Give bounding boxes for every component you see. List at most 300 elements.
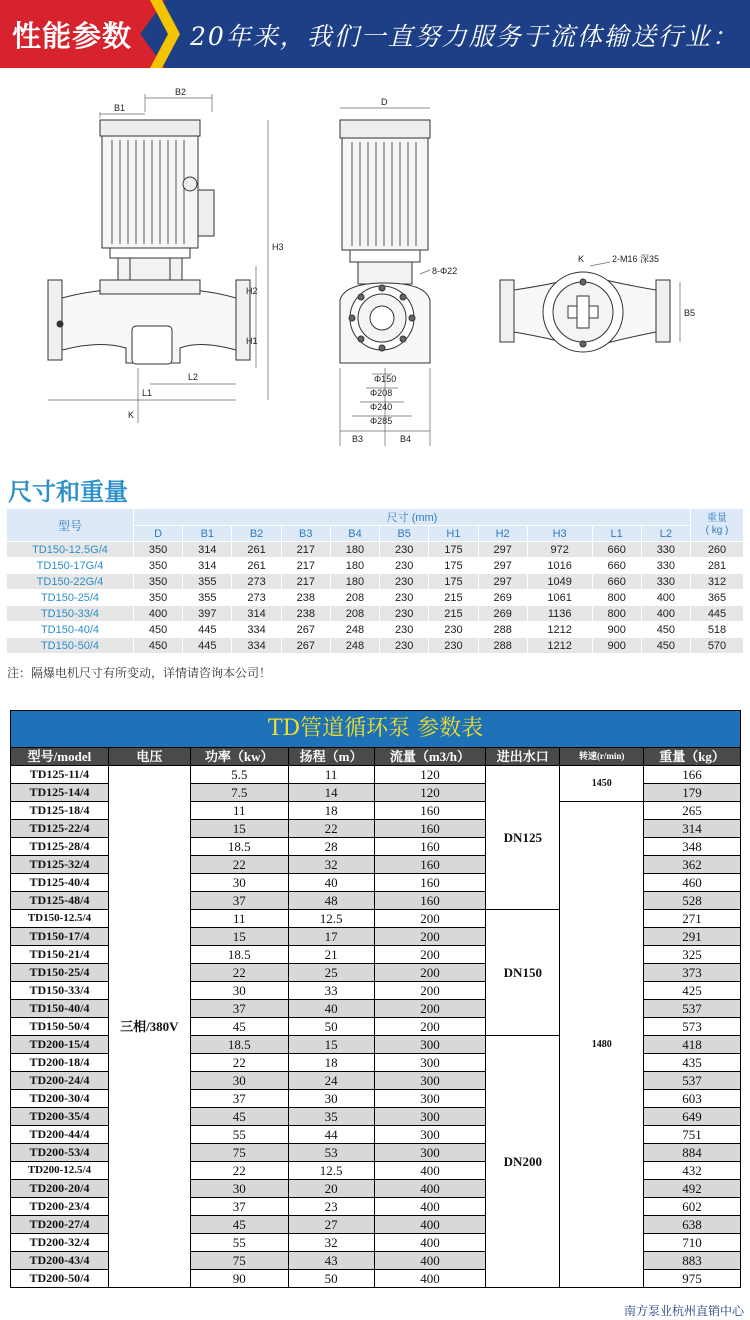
dims-weight-cell: 260 [691,542,744,558]
dims-weight-unit: ( kg ) [705,525,729,536]
param-power-cell: 22 [190,1054,288,1072]
param-model-cell: TD125-40/4 [11,874,109,892]
dims-model-cell: TD150-17G/4 [7,558,134,574]
param-weight-cell: 638 [644,1216,741,1234]
param-flow-cell: 200 [374,946,486,964]
param-flow-cell: 300 [374,1036,486,1054]
dims-value-cell: 230 [380,558,429,574]
param-weight-cell: 883 [644,1252,741,1270]
param-head-cell: 25 [288,964,374,982]
dims-weight-cell: 518 [691,622,744,638]
dims-model-cell: TD150-12.5G/4 [7,542,134,558]
param-port-cell: DN200 [486,1036,560,1288]
param-flow-cell: 200 [374,982,486,1000]
param-power-cell: 18.5 [190,838,288,856]
param-model-cell: TD150-50/4 [11,1018,109,1036]
dims-value-cell: 230 [429,622,478,638]
param-header-speed: 转速(r/min) [560,748,644,766]
label-d: D [381,97,388,107]
dimensions-table [6,508,744,654]
param-model-cell: TD150-17/4 [11,928,109,946]
param-header-row [11,748,741,766]
label-k-top: K [578,254,585,264]
banner-slogan: 20年来，我们一直努力服务于流体输送行业： [190,22,739,51]
dims-col-header: L1 [592,526,641,542]
param-model-cell: TD125-18/4 [11,802,109,820]
dims-value-cell: 334 [232,638,281,654]
dims-value-cell: 450 [641,622,690,638]
dims-value-cell: 208 [330,590,379,606]
dims-value-cell: 230 [380,542,429,558]
param-weight-cell: 528 [644,892,741,910]
dims-model-cell: TD150-50/4 [7,638,134,654]
param-power-cell: 45 [190,1216,288,1234]
param-model-cell: TD200-30/4 [11,1090,109,1108]
dims-col-header: B3 [281,526,330,542]
dims-model-cell: TD150-25/4 [7,590,134,606]
param-weight-cell: 603 [644,1090,741,1108]
param-weight-cell: 373 [644,964,741,982]
param-power-cell: 22 [190,1162,288,1180]
dims-value-cell: 660 [592,574,641,590]
param-weight-cell: 602 [644,1198,741,1216]
param-header-weight: 重量（kg） [644,748,741,766]
param-power-cell: 15 [190,928,288,946]
param-weight-cell: 432 [644,1162,741,1180]
param-model-cell: TD200-20/4 [11,1180,109,1198]
dims-value-cell: 355 [183,574,232,590]
param-power-cell: 30 [190,982,288,1000]
param-speed-cell: 1450 [560,766,644,802]
side-view-drawing [340,120,430,363]
dims-value-cell: 217 [281,558,330,574]
param-model-cell: TD125-48/4 [11,892,109,910]
param-power-cell: 45 [190,1018,288,1036]
dims-value-cell: 330 [641,558,690,574]
dims-value-cell: 273 [232,590,281,606]
param-power-cell: 18.5 [190,1036,288,1054]
dims-value-cell: 175 [429,558,478,574]
param-model-cell: TD200-32/4 [11,1234,109,1252]
param-model-cell: TD200-53/4 [11,1144,109,1162]
param-head-cell: 30 [288,1090,374,1108]
param-voltage-cell: 三相/380V [108,766,190,1288]
dims-value-cell: 297 [478,558,527,574]
dims-value-cell: 208 [330,606,379,622]
dims-value-cell: 350 [134,542,183,558]
dims-value-cell: 269 [478,590,527,606]
dims-value-cell: 445 [183,638,232,654]
param-power-cell: 37 [190,892,288,910]
label-d208: Φ208 [370,388,393,398]
param-power-cell: 55 [190,1126,288,1144]
dims-value-cell: 297 [478,574,527,590]
param-flow-cell: 300 [374,1144,486,1162]
label-h3: H3 [272,242,284,252]
param-weight-cell: 537 [644,1072,741,1090]
param-flow-cell: 160 [374,874,486,892]
dims-col-header: B4 [330,526,379,542]
param-head-cell: 32 [288,856,374,874]
param-header-power: 功率（kw） [190,748,288,766]
param-header-port: 进出水口 [486,748,560,766]
dims-row [7,606,744,622]
pump-drawings [0,78,750,458]
param-model-cell: TD200-43/4 [11,1252,109,1270]
label-b1: B1 [114,103,126,113]
param-model-cell: TD200-15/4 [11,1036,109,1054]
param-model-cell: TD200-35/4 [11,1108,109,1126]
param-power-cell: 37 [190,1198,288,1216]
dims-value-cell: 230 [429,638,478,654]
dims-value-cell: 400 [134,606,183,622]
param-power-cell: 45 [190,1108,288,1126]
dims-value-cell: 175 [429,574,478,590]
dims-value-cell: 972 [527,542,592,558]
label-b2: B2 [175,87,187,97]
dims-col-header: H1 [429,526,478,542]
label-thread: 2-M16 深35 [612,254,660,264]
dims-value-cell: 450 [134,622,183,638]
param-weight-cell: 537 [644,1000,741,1018]
dims-row [7,558,744,574]
param-head-cell: 48 [288,892,374,910]
param-head-cell: 44 [288,1126,374,1144]
dims-weight-cell: 365 [691,590,744,606]
param-flow-cell: 300 [374,1108,486,1126]
param-head-cell: 15 [288,1036,374,1054]
dims-row [7,638,744,654]
param-flow-cell: 400 [374,1234,486,1252]
label-d240: Φ240 [370,402,393,412]
dims-value-cell: 230 [380,574,429,590]
top-view-drawing [500,272,670,352]
param-head-cell: 33 [288,982,374,1000]
param-weight-cell: 649 [644,1108,741,1126]
dims-value-cell: 248 [330,638,379,654]
param-head-cell: 20 [288,1180,374,1198]
param-flow-cell: 400 [374,1216,486,1234]
dims-value-cell: 314 [183,542,232,558]
param-power-cell: 22 [190,856,288,874]
dims-value-cell: 215 [429,606,478,622]
dims-value-cell: 267 [281,638,330,654]
param-flow-cell: 160 [374,820,486,838]
param-power-cell: 30 [190,1072,288,1090]
dims-value-cell: 334 [232,622,281,638]
param-model-cell: TD200-44/4 [11,1126,109,1144]
dims-size-header: 尺寸 (mm) [134,509,691,526]
param-head-cell: 18 [288,802,374,820]
dims-value-cell: 230 [380,590,429,606]
param-head-cell: 28 [288,838,374,856]
param-model-cell: TD200-27/4 [11,1216,109,1234]
label-d285: Φ285 [370,416,393,426]
dims-model-cell: TD150-33/4 [7,606,134,622]
dims-col-header: H3 [527,526,592,542]
param-model-cell: TD125-28/4 [11,838,109,856]
param-model-cell: TD200-18/4 [11,1054,109,1072]
param-head-cell: 24 [288,1072,374,1090]
dims-value-cell: 397 [183,606,232,622]
dims-value-cell: 900 [592,638,641,654]
param-model-cell: TD150-12.5/4 [11,910,109,928]
dims-value-cell: 400 [641,606,690,622]
param-flow-cell: 300 [374,1126,486,1144]
param-flow-cell: 160 [374,802,486,820]
param-flow-cell: 300 [374,1054,486,1072]
footer-company: 南方泵业杭州直销中心 [623,1304,744,1318]
dims-weight-cell: 281 [691,558,744,574]
front-view-drawing [48,120,250,364]
param-model-cell: TD150-40/4 [11,1000,109,1018]
param-header-head: 扬程（m） [288,748,374,766]
dims-value-cell: 445 [183,622,232,638]
param-port-cell: DN125 [486,766,560,910]
label-d150: Φ150 [374,374,397,384]
param-head-cell: 18 [288,1054,374,1072]
dims-section-title: 尺寸和重量 [8,478,128,506]
label-b5: B5 [684,308,696,318]
param-weight-cell: 460 [644,874,741,892]
dims-value-cell: 900 [592,622,641,638]
page-title: 性能参数 [12,19,133,53]
param-head-cell: 27 [288,1216,374,1234]
param-row [11,766,741,784]
dims-value-cell: 248 [330,622,379,638]
param-power-cell: 75 [190,1252,288,1270]
dims-value-cell: 217 [281,542,330,558]
param-flow-cell: 120 [374,766,486,784]
param-head-cell: 14 [288,784,374,802]
dims-weight-cell: 445 [691,606,744,622]
dims-value-cell: 180 [330,574,379,590]
param-model-cell: TD125-14/4 [11,784,109,802]
dims-value-cell: 230 [380,606,429,622]
dims-value-cell: 355 [183,590,232,606]
param-flow-cell: 120 [374,784,486,802]
param-power-cell: 11 [190,910,288,928]
dims-value-cell: 800 [592,590,641,606]
dims-row [7,574,744,590]
dims-weight-cell: 570 [691,638,744,654]
dims-value-cell: 660 [592,542,641,558]
param-power-cell: 90 [190,1270,288,1288]
dims-value-cell: 288 [478,622,527,638]
dims-model-header: 型号 [7,509,134,542]
param-header-flow: 流量（m3/h） [374,748,486,766]
param-power-cell: 30 [190,874,288,892]
param-head-cell: 17 [288,928,374,946]
param-weight-cell: 362 [644,856,741,874]
param-weight-cell: 325 [644,946,741,964]
label-k-front: K [128,410,135,420]
dims-value-cell: 269 [478,606,527,622]
param-head-cell: 12.5 [288,1162,374,1180]
dims-col-header: B1 [183,526,232,542]
dims-weight-header [691,509,744,542]
param-head-cell: 32 [288,1234,374,1252]
param-weight-cell: 751 [644,1126,741,1144]
param-flow-cell: 400 [374,1162,486,1180]
param-model-cell: TD125-22/4 [11,820,109,838]
dims-value-cell: 267 [281,622,330,638]
dims-weight-cell: 312 [691,574,744,590]
param-power-cell: 11 [190,802,288,820]
param-model-cell: TD200-24/4 [11,1072,109,1090]
param-weight-cell: 492 [644,1180,741,1198]
param-head-cell: 43 [288,1252,374,1270]
param-flow-cell: 200 [374,910,486,928]
param-head-cell: 22 [288,820,374,838]
param-weight-cell: 884 [644,1144,741,1162]
param-flow-cell: 160 [374,892,486,910]
param-head-cell: 50 [288,1018,374,1036]
dims-value-cell: 180 [330,542,379,558]
param-power-cell: 5.5 [190,766,288,784]
param-weight-cell: 418 [644,1036,741,1054]
dims-model-cell: TD150-22G/4 [7,574,134,590]
label-h2: H2 [246,286,258,296]
dims-value-cell: 660 [592,558,641,574]
param-model-cell: TD200-23/4 [11,1198,109,1216]
dims-weight-label: 重量 [707,513,727,524]
param-header-model: 型号/model [11,748,109,766]
param-power-cell: 15 [190,820,288,838]
dims-col-header: D [134,526,183,542]
param-power-cell: 18.5 [190,946,288,964]
dims-value-cell: 314 [183,558,232,574]
dims-value-cell: 350 [134,574,183,590]
param-weight-cell: 179 [644,784,741,802]
dims-col-header: L2 [641,526,690,542]
dims-col-header: H2 [478,526,527,542]
dims-value-cell: 1136 [527,606,592,622]
dims-value-cell: 350 [134,590,183,606]
dims-col-header: B5 [380,526,429,542]
dims-value-cell: 238 [281,590,330,606]
dims-value-cell: 314 [232,606,281,622]
dims-value-cell: 261 [232,542,281,558]
param-weight-cell: 573 [644,1018,741,1036]
param-head-cell: 35 [288,1108,374,1126]
param-port-cell: DN150 [486,910,560,1036]
param-head-cell: 40 [288,1000,374,1018]
label-l1: L1 [142,388,153,398]
dims-value-cell: 350 [134,558,183,574]
param-head-cell: 11 [288,766,374,784]
dims-row [7,622,744,638]
dims-value-cell: 450 [134,638,183,654]
param-power-cell: 75 [190,1144,288,1162]
param-flow-cell: 300 [374,1090,486,1108]
dims-value-cell: 297 [478,542,527,558]
param-flow-cell: 200 [374,964,486,982]
dims-value-cell: 1212 [527,638,592,654]
param-power-cell: 55 [190,1234,288,1252]
param-head-cell: 50 [288,1270,374,1288]
param-model-cell: TD150-21/4 [11,946,109,964]
label-b3: B3 [352,434,364,444]
param-head-cell: 40 [288,874,374,892]
param-weight-cell: 425 [644,982,741,1000]
param-head-cell: 21 [288,946,374,964]
dims-value-cell: 330 [641,574,690,590]
param-flow-cell: 400 [374,1180,486,1198]
param-weight-cell: 348 [644,838,741,856]
param-model-cell: TD150-33/4 [11,982,109,1000]
label-b4: B4 [400,434,412,444]
param-weight-cell: 314 [644,820,741,838]
param-head-cell: 53 [288,1144,374,1162]
param-model-cell: TD200-50/4 [11,1270,109,1288]
dims-value-cell: 175 [429,542,478,558]
param-model-cell: TD125-11/4 [11,766,109,784]
param-flow-cell: 300 [374,1072,486,1090]
param-flow-cell: 400 [374,1198,486,1216]
label-l2: L2 [188,372,199,382]
dims-value-cell: 273 [232,574,281,590]
param-model-cell: TD125-32/4 [11,856,109,874]
param-flow-cell: 200 [374,1000,486,1018]
param-model-cell: TD150-25/4 [11,964,109,982]
param-head-cell: 23 [288,1198,374,1216]
param-power-cell: 37 [190,1090,288,1108]
dims-value-cell: 217 [281,574,330,590]
dims-value-cell: 800 [592,606,641,622]
param-power-cell: 30 [190,1180,288,1198]
param-weight-cell: 435 [644,1054,741,1072]
param-weight-cell: 291 [644,928,741,946]
param-power-cell: 22 [190,964,288,982]
dims-value-cell: 261 [232,558,281,574]
dims-value-cell: 215 [429,590,478,606]
param-weight-cell: 271 [644,910,741,928]
param-flow-cell: 160 [374,856,486,874]
parameter-table [10,710,741,1288]
dims-value-cell: 230 [380,622,429,638]
param-model-cell: TD200-12.5/4 [11,1162,109,1180]
param-flow-cell: 200 [374,1018,486,1036]
label-bolts: 8-Φ22 [432,266,458,276]
dims-note: 注：隔爆电机尺寸有所变动，详情请咨询本公司！ [7,666,272,680]
dims-value-cell: 1016 [527,558,592,574]
dims-value-cell: 238 [281,606,330,622]
param-header-voltage: 电压 [108,748,190,766]
param-head-cell: 12.5 [288,910,374,928]
dims-value-cell: 1212 [527,622,592,638]
dims-row [7,542,744,558]
dims-model-cell: TD150-40/4 [7,622,134,638]
param-weight-cell: 975 [644,1270,741,1288]
dims-value-cell: 1049 [527,574,592,590]
param-power-cell: 7.5 [190,784,288,802]
param-table-title: TD管道循环泵 参数表 [11,711,741,748]
dims-col-header: B2 [232,526,281,542]
dims-value-cell: 400 [641,590,690,606]
param-flow-cell: 400 [374,1252,486,1270]
dims-value-cell: 450 [641,638,690,654]
dims-value-cell: 230 [380,638,429,654]
dims-value-cell: 1061 [527,590,592,606]
param-power-cell: 37 [190,1000,288,1018]
param-speed-cell: 1480 [560,802,644,1288]
label-h1: H1 [246,336,258,346]
param-flow-cell: 400 [374,1270,486,1288]
dims-value-cell: 180 [330,558,379,574]
param-flow-cell: 200 [374,928,486,946]
dims-value-cell: 330 [641,542,690,558]
